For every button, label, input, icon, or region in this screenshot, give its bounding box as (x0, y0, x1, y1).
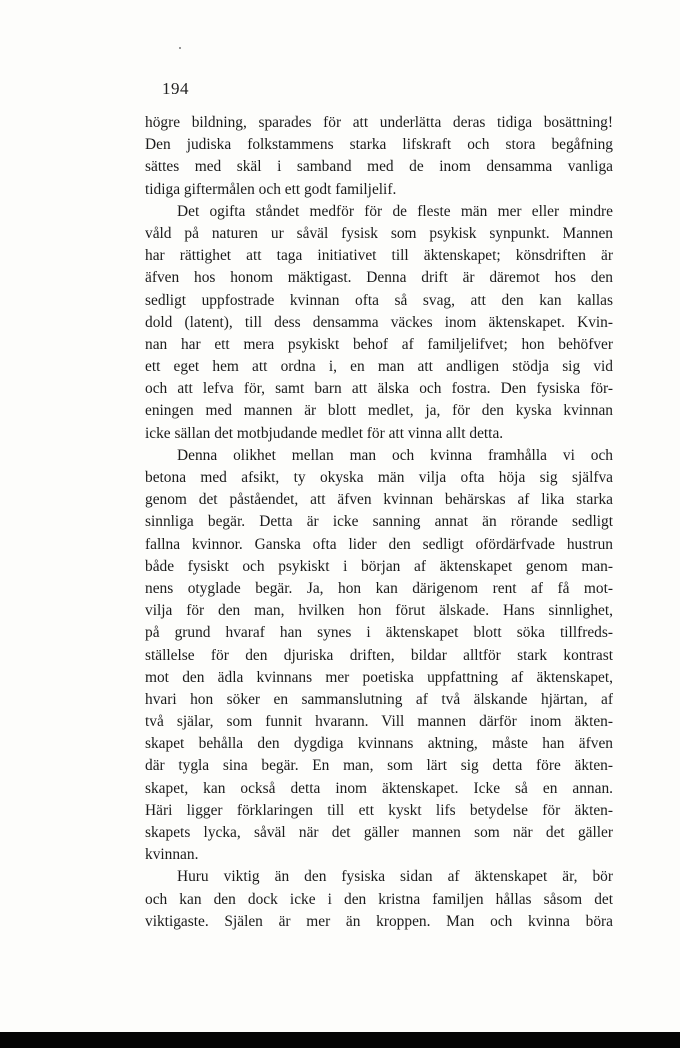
text-line: ett eget hem att ordna i, en man att andligen stödja sig vid (145, 358, 613, 376)
text-line: skapet behålla den dygdiga kvinnans aktning, måste han äfven (145, 735, 613, 753)
text-line: vilja för den man, hvilken hon förut älskade. Hans sinnlighet, (145, 602, 613, 620)
text-line: sättes med skäl i samband med de inom densamma vanliga (145, 158, 613, 176)
text-line: Den judiska folkstammens starka lifskraft och stora begåfning (145, 136, 613, 154)
text-line: skapet, kan också detta inom äktenskapet. Icke så en annan. (145, 779, 613, 797)
text-line: eningen med mannen är blott medlet, ja, för den kyska kvinnan (145, 402, 613, 420)
text-line: och kan den dock icke i den kristna familjen hållas såsom det (145, 890, 613, 908)
text-line: äfven hos honom mäktigast. Denna drift är däremot hos den (145, 269, 613, 287)
text-line: Häri ligger förklaringen till ett kyskt lifs betydelse för äkten- (145, 801, 613, 819)
paragraph (145, 866, 613, 933)
text-line: betona med afsikt, ty okyska män vilja ofta höja sig själfva (145, 469, 613, 486)
text-line: nan har ett mera psykiskt behof af familjelifvet; hon behöfver (145, 335, 613, 353)
text-line: på grund hvaraf han synes i äktenskapet blott söka tillfreds- (145, 624, 613, 642)
paragraph (145, 112, 613, 201)
text-line: högre bildning, sparades för att underlätta deras tidiga bosättning! (145, 114, 613, 131)
text-line: både fysiskt och psykiskt i början af äktenskapet genom man- (145, 557, 613, 575)
paragraph (145, 201, 613, 445)
scan-edge-bar (0, 1032, 680, 1048)
text-line: har rättighet att taga initiativet till äktenskapet; könsdriften är (145, 247, 613, 265)
body-text (145, 112, 613, 933)
text-line: två själar, som funnit hvarann. Vill mannen därför inom äkten- (145, 713, 613, 731)
text-line: fallna kvinnor. Ganska ofta lider den sedligt ofördärfvade hustrun (145, 535, 613, 553)
text-line: sedligt uppfostrade kvinnan ofta så svag, att den kan kallas (145, 291, 613, 309)
text-line: ställelse för den djuriska driften, bildar alltför stark kontrast (145, 646, 613, 664)
text-line: sinnliga begär. Detta är icke sanning annat än rörande sedligt (145, 513, 613, 531)
text-line: och att lefva för, samt barn att älska och fostra. Den fysiska för- (145, 380, 613, 398)
text-line: våld på naturen ur såväl fysisk som psykisk synpunkt. Mannen (145, 224, 613, 242)
text-line: kvinnan. (145, 846, 199, 864)
text-line: Det ogifta ståndet medför för de fleste män mer eller mindre (177, 202, 613, 220)
text-line: genom det påståendet, att äfven kvinnan behärskas af lika starka (145, 491, 613, 509)
text-line: icke sällan det motbjudande medlet för att vinna allt detta. (145, 424, 504, 442)
text-line: nens otyglade begär. Ja, hon kan därigenom rent af få mot- (145, 579, 613, 597)
text-line: dold (latent), till dess densamma väckes inom äktenskapet. Kvin- (145, 313, 613, 331)
paper-speck (179, 47, 181, 49)
text-line: mot den ädla kvinnans mer poetiska uppfattning af äktenskapet, (145, 668, 613, 686)
text-line: tidiga giftermålen och ett godt familjelif. (145, 180, 397, 198)
text-line: där tygla sina begär. En man, som lärt sig detta före äkten- (145, 757, 613, 775)
paragraph (145, 445, 613, 867)
text-line: viktigaste. Själen är mer än kroppen. Man och kvinna böra (145, 912, 613, 930)
text-line: skapets lycka, såväl när det gäller mannen som när det gäller (145, 824, 613, 841)
text-line: Denna olikhet mellan man och kvinna framhålla vi och (177, 446, 613, 464)
page-number: 194 (162, 79, 189, 98)
text-line: hvari hon söker en sammanslutning af två älskande hjärtan, af (145, 690, 613, 708)
text-line: Huru viktig än den fysiska sidan af äktenskapet är, bör (177, 868, 613, 886)
